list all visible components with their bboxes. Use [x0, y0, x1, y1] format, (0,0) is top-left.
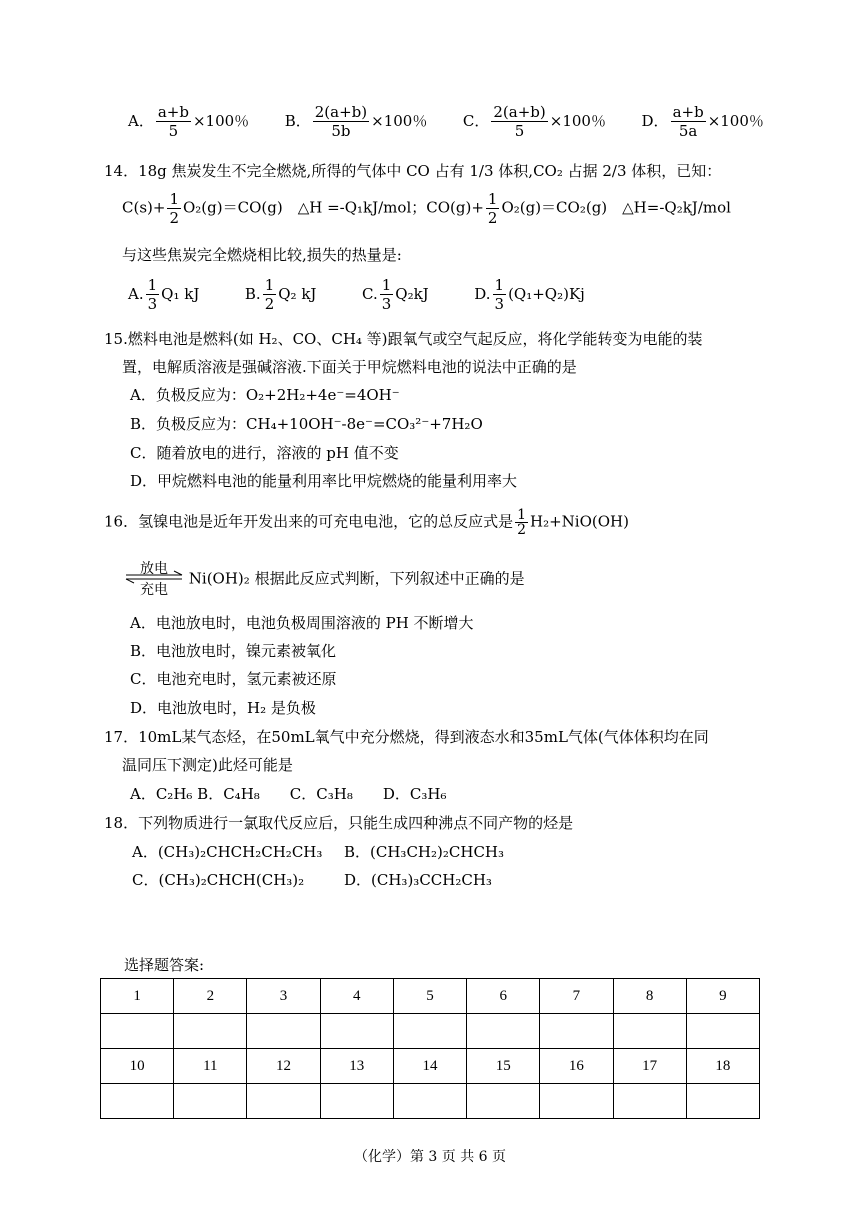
fraction: $\frac{1}{3}$ [147, 276, 158, 313]
q18-stem: 18．下列物质进行一氯取代反应后，只能生成四种沸点不同产物的烃是 [104, 814, 574, 832]
fraction: $\frac{2(a+b)}{5b}$ [314, 103, 368, 140]
table-cell: 10 [101, 1049, 174, 1084]
answer-cell[interactable] [393, 1084, 466, 1119]
q14-option-b: B. $\frac{1}{2}$ Q₂ kJ [244, 276, 317, 313]
answer-cell[interactable] [247, 1014, 320, 1049]
table-cell: 6 [467, 979, 540, 1014]
answer-cell[interactable] [320, 1084, 393, 1119]
q13-option-c: C． $\frac{2(a+b)}{5}$ ×100％ [462, 103, 606, 140]
table-cell: 3 [247, 979, 320, 1014]
q17-stem-line2: 温同压下测定)此烃可能是 [122, 756, 293, 774]
reversible-arrow: 放电 充电 [124, 558, 184, 598]
answer-cell[interactable] [467, 1014, 540, 1049]
answer-cell[interactable] [613, 1084, 686, 1119]
fraction: $\frac{1}{2}$ [517, 507, 527, 538]
table-cell: 11 [174, 1049, 247, 1084]
q16-stem: 16．氢镍电池是近年开发出来的可充电电池，它的总反应式是 $\frac{1}{2}$ H₂+NiO(OH) [104, 507, 629, 538]
answer-cell[interactable] [101, 1084, 174, 1119]
answer-cell[interactable] [174, 1084, 247, 1119]
answer-cell[interactable] [686, 1014, 759, 1049]
table-cell: 12 [247, 1049, 320, 1084]
answer-cell[interactable] [247, 1084, 320, 1119]
table-row [101, 979, 760, 1014]
q16-option-a: A．电池放电时，电池负极周围溶液的 PH 不断增大 [130, 614, 474, 632]
table-cell: 14 [393, 1049, 466, 1084]
q16-option-b: B．电池放电时，镍元素被氧化 [130, 642, 337, 660]
answer-cell[interactable] [101, 1014, 174, 1049]
table-cell: 16 [540, 1049, 613, 1084]
table-cell: 8 [613, 979, 686, 1014]
q15-option-c: C．随着放电的进行，溶液的 pH 值不变 [130, 444, 399, 462]
fraction: $\frac{1}{3}$ [494, 276, 505, 313]
q14-stem: 14．18g 焦炭发生不完全燃烧,所得的气体中 CO 占有 1/3 体积,CO₂ 占据 2/3 体积，已知： [104, 162, 722, 180]
answer-cell[interactable] [174, 1014, 247, 1049]
table-cell: 13 [320, 1049, 393, 1084]
fraction: $\frac{1}{2}$ [169, 190, 179, 227]
q15-option-b: B．负极反应为：CH₄+10OH⁻-8e⁻=CO₃²⁻+7H₂O [130, 415, 483, 433]
table-cell: 9 [686, 979, 759, 1014]
table-cell: 1 [101, 979, 174, 1014]
answer-cell[interactable] [540, 1014, 613, 1049]
table-cell: 2 [174, 979, 247, 1014]
fraction: $\frac{a+b}{5}$ [157, 103, 189, 140]
q16-option-c: C．电池充电时，氢元素被还原 [130, 670, 337, 688]
answer-cell[interactable] [393, 1014, 466, 1049]
table-cell: 7 [540, 979, 613, 1014]
q13-option-b: B． $\frac{2(a+b)}{5b}$ ×100％ [284, 103, 428, 140]
table-cell: 4 [320, 979, 393, 1014]
q13-option-d: D． $\frac{a+b}{5a}$ ×100％ [641, 103, 764, 140]
table-cell: 18 [686, 1049, 759, 1084]
q15-stem-line1: 15.燃料电池是燃料(如 H₂、CO、CH₄ 等)跟氧气或空气起反应，将化学能转变为电能的装 [104, 330, 703, 348]
q15-stem-line2: 置，电解质溶液是强碱溶液.下面关于甲烷燃料电池的说法中正确的是 [122, 358, 577, 376]
answer-table [100, 978, 760, 1119]
answer-cell[interactable] [613, 1014, 686, 1049]
q14-option-d: D. $\frac{1}{3}$ (Q₁+Q₂)Kj [474, 276, 585, 313]
fraction: $\frac{1}{2}$ [487, 190, 498, 227]
q18-option-b: B．(CH₃CH₂)₂CHCH₃ [344, 843, 505, 861]
q14-option-c: C. $\frac{1}{3}$ Q₂kJ [362, 276, 429, 313]
q14-option-a: A. $\frac{1}{3}$ Q₁ kJ [128, 276, 200, 313]
q16-line2: 放电 充电 Ni(OH)₂ 根据此反应式判断，下列叙述中正确的是 [124, 558, 525, 598]
q17-stem-line1: 17．10mL某气态烃，在50mL氧气中充分燃烧，得到液态水和35mL气体(气体体积均在同 [104, 728, 709, 746]
table-cell: 17 [613, 1049, 686, 1084]
q16-option-d: D．电池放电时，H₂ 是负极 [130, 699, 316, 717]
page-footer: （化学）第 3 页 共 6 页 [353, 1149, 507, 1165]
fraction: $\frac{2(a+b)}{5}$ [493, 103, 546, 140]
q18-option-d: D．(CH₃)₃CCH₂CH₃ [344, 871, 492, 889]
q17-options: A．C₂H₆ B．C₄H₈ C．C₃H₈ D．C₃H₆ [130, 785, 447, 803]
fraction: $\frac{a+b}{5a}$ [672, 103, 704, 140]
answer-section-title: 选择题答案: [124, 956, 205, 974]
q15-option-a: A．负极反应为：O₂+2H₂+4e⁻=4OH⁻ [130, 386, 400, 404]
q18-option-c: C．(CH₃)₂CHCH(CH₃)₂ [132, 871, 305, 889]
table-cell: 15 [467, 1049, 540, 1084]
q13-option-a: A． $\frac{a+b}{5}$ ×100％ [128, 103, 250, 140]
q15-option-d: D．甲烷燃料电池的能量利用率比甲烷燃烧的能量利用率大 [130, 472, 518, 490]
q14-line2: 与这些焦炭完全燃烧相比较,损失的热量是: [122, 246, 402, 264]
fraction: $\frac{1}{2}$ [264, 276, 275, 313]
q18-option-a: A．(CH₃)₂CHCH₂CH₂CH₃ [132, 843, 323, 861]
answer-cell[interactable] [540, 1084, 613, 1119]
table-row [101, 1084, 760, 1119]
table-cell: 5 [393, 979, 466, 1014]
q14-options [128, 276, 585, 313]
q14-equation: C(s)+ $\frac{1}{2}$ O₂(g)＝CO(g) △H =-Q₁kJ/mol；CO(g)+ $\frac{1}{2}$ O₂(g)＝CO₂(g) △H=-Q₂kJ/mol [122, 190, 731, 227]
fraction: $\frac{1}{3}$ [381, 276, 392, 313]
answer-cell[interactable] [686, 1084, 759, 1119]
table-row [101, 1049, 760, 1084]
table-row [101, 1014, 760, 1049]
q13-options [128, 103, 764, 140]
answer-cell[interactable] [320, 1014, 393, 1049]
answer-cell[interactable] [467, 1084, 540, 1119]
